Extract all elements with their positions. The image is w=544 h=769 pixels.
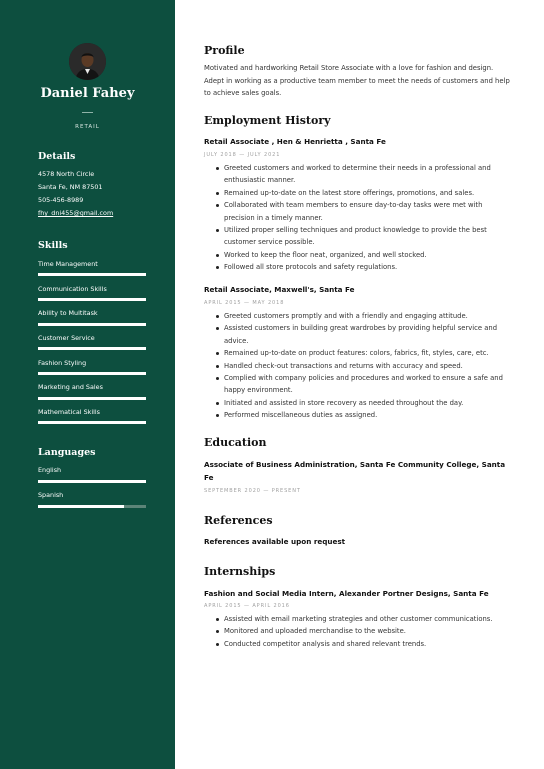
list-item: Assisted customers in building great wardrobes by providing helpful service and advice.: [204, 322, 509, 347]
language-bar-fill: [38, 505, 124, 508]
employment-heading: Employment History: [204, 114, 331, 127]
references-heading: References: [204, 514, 273, 527]
list-item: Remained up-to-date on the latest store offerings, promotions, and sales.: [204, 187, 509, 199]
skill-label: Time Management: [38, 260, 98, 268]
skill-bar-fill: [38, 273, 146, 276]
job-title-2: Retail Associate, Maxwell's, Santa Fe: [204, 285, 355, 294]
job-title-1: Retail Associate , Hen & Henrietta , Santa Fe: [204, 137, 386, 146]
job-dates-2: APRIL 2015 — MAY 2018: [204, 300, 285, 306]
skill-label: Communication Skills: [38, 285, 107, 293]
list-item: Followed all store protocols and safety regulations.: [204, 261, 509, 273]
internship-dates: APRIL 2015 — APRIL 2016: [204, 603, 290, 609]
language-label: Spanish: [38, 491, 64, 499]
avatar: [69, 43, 106, 80]
list-item: Handled check-out transactions and returns with accuracy and speed.: [204, 360, 509, 372]
language-bar-fill: [38, 480, 146, 483]
phone-number: 505-456-8989: [38, 196, 84, 204]
skill-label: Ability to Multitask: [38, 309, 98, 317]
internships-heading: Internships: [204, 565, 276, 578]
list-item: Complied with company policies and procedures and worked to ensure a safe and happy environment.: [204, 372, 509, 397]
email-link[interactable]: fhy_dni455@gmail.com: [38, 209, 114, 217]
details-heading: Details: [38, 151, 76, 162]
skill-bar: [38, 273, 146, 276]
languages-heading: Languages: [38, 447, 96, 458]
name-divider: [82, 112, 93, 113]
skills-heading: Skills: [38, 240, 68, 251]
skill-bar-fill: [38, 323, 146, 326]
skill-label: Mathematical Skills: [38, 408, 100, 416]
skill-label: Customer Service: [38, 334, 95, 342]
profile-heading: Profile: [204, 44, 245, 57]
skill-bar: [38, 372, 146, 375]
skill-label: Marketing and Sales: [38, 383, 103, 391]
list-item: Remained up-to-date on product features: colors, fabrics, fit, styles, care, etc.: [204, 347, 509, 359]
language-bar: [38, 480, 146, 483]
education-degree: Associate of Business Administration, Santa Fe Community College, Santa Fe: [204, 460, 506, 482]
list-item: Performed miscellaneous duties as assigned.: [204, 409, 509, 421]
address-line-1: 4578 North Circle: [38, 170, 95, 178]
list-item: Monitored and uploaded merchandise to the website.: [204, 625, 509, 637]
address-line-2: Santa Fe, NM 87501: [38, 183, 103, 191]
skill-label: Fashion Styling: [38, 359, 87, 367]
list-item: Conducted competitor analysis and shared relevant trends.: [204, 638, 509, 650]
main-content: [175, 0, 544, 769]
internship-bullets: [204, 613, 509, 650]
skill-bar-fill: [38, 347, 146, 350]
references-text: References available upon request: [204, 537, 346, 546]
candidate-name: Daniel Fahey: [40, 86, 135, 101]
skill-bar: [38, 347, 146, 350]
sidebar: [0, 0, 175, 769]
skill-bar: [38, 397, 146, 400]
skill-bar-fill: [38, 372, 146, 375]
list-item: Worked to keep the floor neat, organized, and well stocked.: [204, 249, 509, 261]
job-bullets-1: [204, 162, 509, 274]
list-item: Greeted customers promptly and with a friendly and engaging attitude.: [204, 310, 509, 322]
language-bar: [38, 505, 146, 508]
skill-bar-fill: [38, 298, 146, 301]
internship-title: Fashion and Social Media Intern, Alexander Portner Designs, Santa Fe: [204, 589, 489, 598]
education-dates: SEPTEMBER 2020 — PRESENT: [204, 488, 301, 494]
skill-bar: [38, 421, 146, 424]
list-item: Initiated and assisted in store recovery as needed throughout the day.: [204, 397, 509, 409]
list-item: Assisted with email marketing strategies and other customer communications.: [204, 613, 509, 625]
education-heading: Education: [204, 436, 267, 449]
job-bullets-2: [204, 310, 509, 422]
list-item: Collaborated with team members to ensure day-to-day tasks were met with precision in a timely manner.: [204, 199, 509, 224]
language-label: English: [38, 466, 62, 474]
skill-bar: [38, 298, 146, 301]
job-title: RETAIL: [75, 124, 100, 130]
skill-bar: [38, 323, 146, 326]
list-item: Utilized proper selling techniques and product knowledge to provide the best customer service possible.: [204, 224, 509, 249]
skill-bar-fill: [38, 421, 146, 424]
job-dates-1: JULY 2018 — JULY 2021: [204, 152, 281, 158]
list-item: Greeted customers and worked to determine their needs in a professional and enthusiastic manner.: [204, 162, 509, 187]
skill-bar-fill: [38, 397, 146, 400]
profile-summary: Motivated and hardworking Retail Store Associate with a love for fashion and design. Adept in working as a productive team member to meet the needs of customers and help to achieve sales goals.: [204, 64, 510, 97]
